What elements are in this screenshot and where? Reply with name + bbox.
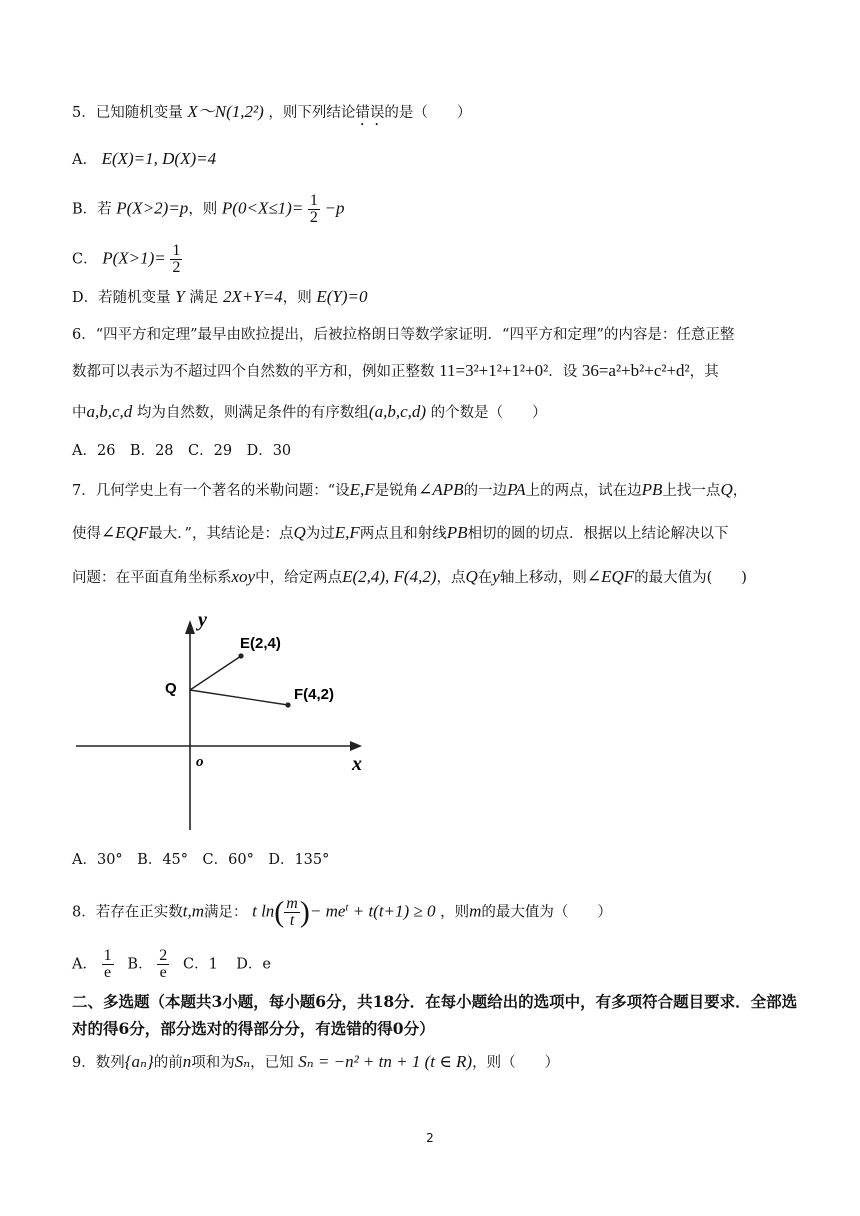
- q5-stem: [72, 101, 471, 129]
- q9-text: 9．数列: [72, 1055, 125, 1071]
- q7-text: ，点: [436, 570, 466, 586]
- fraction-numerator: 1: [172, 242, 181, 259]
- q8-formula-part: t ln: [252, 901, 275, 921]
- segment-qe: [190, 656, 241, 690]
- q7-text: 问题：在平面直角坐标系: [72, 570, 232, 586]
- section-heading: 二、多选题（本题共3小题，每小题6分，共18分．在每小题给出的选项中，有多项符合题目要求．全部选对的得6分，部分选对的得部分分，有选错的得0分）: [72, 992, 798, 1038]
- q7-formula: ∠APB: [418, 480, 464, 499]
- option-formula: 2X+Y=4: [222, 287, 283, 306]
- option-c: C．1: [183, 956, 218, 973]
- fraction-numerator: 2: [159, 947, 168, 964]
- q5-stem-end: 的是（ ）: [384, 105, 472, 121]
- q6-text: 数都可以表示为不超过四个自然数的平方和，例如正整数: [72, 364, 435, 380]
- q6-formula-equation: 36=a²+b²+c²+d²: [581, 361, 690, 380]
- label-q: Q: [165, 680, 177, 697]
- q6-line-1: 6．“四平方和定理”最早由欧拉提出，后被拉格朗日等数学家证明．“四平方和定理”的内容是：任意正整: [72, 327, 735, 343]
- q7-line-3: [72, 566, 747, 589]
- fraction-denominator: 2: [309, 209, 318, 226]
- q7-text: 最大．”，其结论是：点: [148, 526, 294, 542]
- q5-option-a: [72, 148, 216, 171]
- q8-fraction: [284, 896, 300, 929]
- q7-text: 中，给定两点: [255, 570, 343, 586]
- option-text: ，则: [188, 201, 218, 218]
- option-formula: E(Y)=0: [316, 287, 368, 306]
- fraction-denominator: 2: [172, 259, 181, 276]
- q6-text: ，其: [689, 364, 719, 380]
- q7-formula: y: [492, 567, 500, 586]
- label-x: x: [352, 753, 362, 775]
- q6-text: 的个数是（ ）: [430, 405, 547, 421]
- point-e: [238, 653, 243, 658]
- q9-text: ，已知: [250, 1055, 294, 1071]
- q5-stem-formula: X～N(1,2²): [187, 102, 264, 121]
- q7-text: 轴上移动，则: [499, 570, 587, 586]
- option-label: C．: [72, 251, 98, 268]
- q7-text: 相切的圆的切点．根据以上结论解决以下: [467, 526, 729, 542]
- q7-text: 上的两点，试在边: [525, 483, 642, 499]
- q6-formula-example: 11=3²+1²+1²+0²: [439, 361, 549, 380]
- q5-stem-emphasis: 错误: [355, 105, 385, 121]
- option-label: B．: [72, 201, 98, 218]
- q9-variable: n: [182, 1052, 192, 1071]
- q7-text: 是锐角: [374, 483, 419, 499]
- q9-stem: [72, 1051, 559, 1074]
- q8-variable: m: [469, 901, 482, 921]
- fraction-numerator: m: [286, 895, 298, 912]
- q7-options: A．30° B．45° C．60° D．135°: [72, 852, 330, 868]
- q9-sequence: {aₙ}: [124, 1052, 154, 1071]
- q8-formula-part: − me: [309, 901, 346, 921]
- fraction-denominator: e: [102, 964, 114, 981]
- fraction-numerator: 1: [103, 947, 112, 964]
- fraction: [157, 948, 169, 981]
- q7-formula: PA: [507, 480, 526, 499]
- segment-qf: [190, 690, 288, 705]
- q7-text: 使得: [72, 526, 101, 542]
- q8-exponent: t: [345, 901, 349, 914]
- label-o: o: [196, 754, 204, 770]
- fraction: [170, 243, 182, 276]
- q7-text: 的最大值为( ): [634, 570, 747, 586]
- q7-text: 两点且和射线: [359, 526, 447, 542]
- q7-text: 的一边: [463, 483, 508, 499]
- q6-options: A．26 B．28 C．29 D．30: [72, 443, 292, 459]
- option-formula: −p: [324, 198, 345, 218]
- fraction: [308, 193, 320, 226]
- option-variable: Y: [175, 287, 185, 306]
- coordinate-figure: [72, 610, 372, 840]
- q6-tuple: (a,b,c,d): [368, 402, 427, 421]
- option-text: ，则: [282, 290, 312, 306]
- q7-text: ，: [732, 483, 748, 499]
- option-formula: P(X>1)=: [102, 248, 166, 268]
- q5-stem-tail: ，则下列结论: [268, 105, 356, 121]
- option-text: 满足: [189, 290, 219, 306]
- q8-formula-part: + t(t+1) ≥ 0: [348, 901, 436, 921]
- option-d: D．e: [236, 956, 271, 973]
- q6-text: 均为自然数，则满足条件的有序数组: [136, 405, 369, 421]
- fraction-denominator: e: [157, 964, 169, 981]
- q6-variables: a,b,c,d: [86, 402, 133, 421]
- page-number: 2: [426, 1131, 434, 1145]
- option-label: D．: [72, 290, 99, 306]
- q8-options: [72, 948, 271, 981]
- q6-text: ．设: [548, 364, 578, 380]
- q7-formula: xoy: [231, 567, 256, 586]
- q5-option-d: [72, 286, 367, 309]
- label-f: F(4,2): [294, 686, 335, 703]
- q7-text: 上找一点: [662, 483, 721, 499]
- q8-stem: [72, 896, 612, 929]
- q8-text: ，则: [440, 904, 470, 921]
- q7-line-2: [72, 522, 729, 545]
- q7-formula: E,F: [349, 480, 375, 499]
- q5-option-b: [72, 193, 345, 226]
- q7-text: 在: [477, 570, 493, 586]
- fraction-numerator: 1: [309, 192, 318, 209]
- q7-text: 7．几何学史上有一个著名的米勒问题：“设: [72, 483, 350, 499]
- q7-formula: ∠EQF: [101, 523, 149, 542]
- option-formula: P(0<X≤1)=: [221, 198, 304, 218]
- q8-right-paren: ): [299, 895, 310, 929]
- q7-formula: Q: [720, 480, 733, 499]
- q8-variables: t,m: [182, 901, 204, 921]
- q7-formula: Q: [465, 567, 478, 586]
- option-label: A．: [72, 152, 97, 168]
- fraction-denominator: t: [289, 912, 295, 929]
- q9-text: 的前: [153, 1055, 183, 1071]
- q8-left-paren: (: [274, 895, 285, 929]
- option-label: B．: [127, 956, 153, 973]
- q7-formula: Q: [293, 523, 306, 542]
- fraction: [102, 948, 114, 981]
- x-axis-arrow: [350, 741, 362, 751]
- q7-formula: E,F: [334, 523, 360, 542]
- q9-sum: Sₙ: [234, 1052, 251, 1071]
- option-text: 若: [97, 201, 112, 218]
- q6-line-3: [72, 401, 547, 424]
- q6-text: 中: [72, 405, 87, 421]
- q7-formula: PB: [641, 480, 663, 499]
- option-label: A．: [72, 956, 97, 973]
- q7-formula: E(2,4), F(4,2): [342, 567, 437, 586]
- y-axis-arrow: [185, 620, 195, 634]
- label-e: E(2,4): [240, 635, 281, 652]
- q9-text: ，则（ ）: [472, 1055, 560, 1071]
- q8-text: 满足：: [203, 904, 248, 921]
- q7-formula: ∠EQF: [586, 567, 635, 586]
- option-text: 若随机变量: [98, 290, 171, 306]
- option-formula: P(X>2)=p: [116, 198, 189, 218]
- q7-formula: PB: [446, 523, 468, 542]
- point-f: [285, 702, 290, 707]
- q8-text: 8．若存在正实数: [72, 904, 183, 921]
- option-formula: E(X)=1, D(X)=4: [101, 149, 217, 168]
- q5-option-c: [72, 243, 182, 276]
- q6-line-2: [72, 360, 719, 383]
- q7-text: 为过: [305, 526, 335, 542]
- q7-line-1: [72, 479, 747, 502]
- q5-stem-lead: 5．已知随机变量: [72, 105, 183, 121]
- label-y: y: [198, 610, 207, 631]
- q9-formula: Sₙ = −n² + tn + 1 (t ∈ R): [298, 1052, 473, 1071]
- q9-text: 项和为: [191, 1055, 235, 1071]
- q8-text: 的最大值为（ ）: [481, 904, 612, 921]
